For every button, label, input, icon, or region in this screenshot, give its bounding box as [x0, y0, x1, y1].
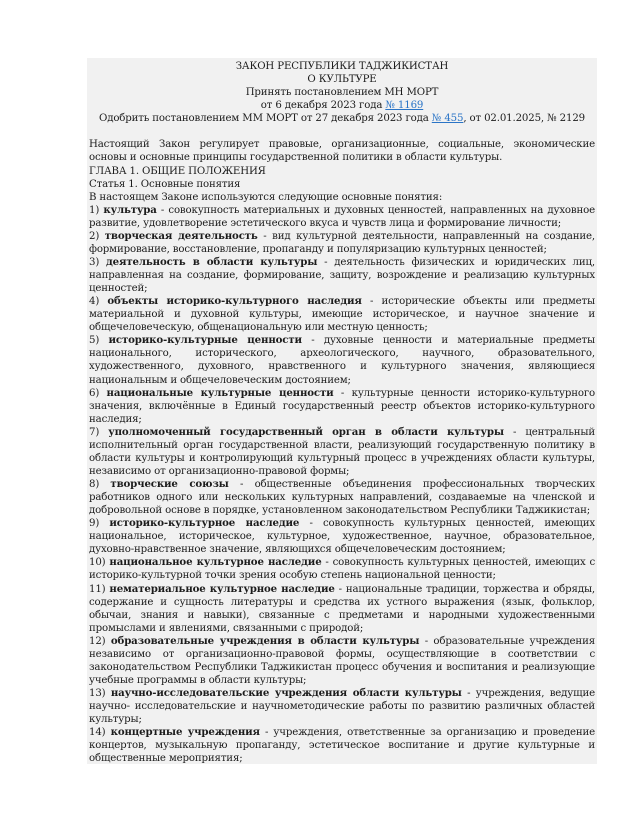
definition-number: 13)	[89, 688, 106, 699]
definition-item	[89, 387, 595, 426]
definition-number: 8)	[89, 479, 100, 490]
adoption-date-line	[89, 99, 595, 112]
definition-term: нематериальное культурное наследие	[109, 582, 335, 595]
definition-text: - национальные традиции, торжества и обряды, содержание и сущность литературы и средства их устного выражения (язык, фольклор, обычаи, знания и навыки), связанные с предметами и народными художественными промыслами и явлениями, связанными с природой;	[89, 583, 595, 634]
definition-text: - совокупность культурных ценностей, имеющих с историко-культурной точки зрения особую степень национальной ценности;	[89, 557, 595, 582]
definition-term: творческие союзы	[110, 478, 229, 490]
intro-paragraph: Настоящий Закон регулирует правовые, организационные, социальные, экономические основы и основные принципы государственной политики в области культуры.	[89, 139, 595, 164]
definition-item	[89, 583, 595, 635]
adoption-date-text: от 6 декабря 2023 года	[260, 100, 386, 112]
definitions-lead: В настоящем Законе используются следующие основные понятия:	[89, 191, 443, 203]
definition-item	[89, 517, 595, 556]
definition-item	[89, 334, 595, 386]
approval-suffix: , от 02.01.2025, № 2129	[463, 113, 585, 125]
definition-item	[89, 295, 595, 334]
spacer	[89, 125, 595, 138]
chapter-heading: ГЛАВА 1. ОБЩИЕ ПОЛОЖЕНИЯ	[89, 165, 266, 177]
definition-text: - учреждения, ведущие научно- исследовательские и научнометодические работы по развитию различных областей культуры;	[89, 688, 595, 726]
definition-item	[89, 230, 595, 256]
definition-item	[89, 204, 595, 230]
definition-text: - центральный исполнительный орган государственной власти, реализующий государственную политику в области культуры и контролирующий культурный процесс в учреждениях области культуры, независимо от организационно-правовой формы;	[89, 426, 595, 477]
definition-number: 12)	[89, 635, 106, 647]
definition-number: 11)	[89, 583, 106, 595]
definition-text: - духовные ценности и материальные предметы национального, исторического, археологического, научного, образовательного, художественного, духовного, нравственного и культурного значения, являющиеся национальным и общечеловеческим достоянием;	[89, 335, 595, 386]
definition-number: 7)	[89, 426, 100, 438]
definition-term: научно-исследовательские учреждения области культуры	[110, 687, 462, 699]
adoption-line: Принять постановлением МН МОРТ	[245, 87, 439, 99]
definition-text: - совокупность культурных ценностей, имеющих национальное, историческое, культурное, художественное, научное, образовательное, духовно-нравственное значение, являющихся общечеловеческим достоянием;	[89, 518, 595, 556]
law-title: ЗАКОН РЕСПУБЛИКИ ТАДЖИКИСТАН	[235, 61, 449, 72]
definition-term: историко-культурное наследие	[109, 517, 300, 530]
definition-number: 14)	[89, 727, 106, 739]
law-subject: О КУЛЬТУРЕ	[307, 74, 377, 86]
definition-item	[89, 635, 595, 687]
resolution-1169-link[interactable]: № 1169	[385, 100, 424, 112]
definition-term: культура	[103, 203, 157, 216]
definition-item	[89, 687, 595, 726]
definition-text: - деятельность физических и юридических лиц, направленная на создание, формирование, защиту, возрождение и реализацию культурных ценностей;	[89, 256, 596, 295]
definition-term: деятельность в области культуры	[106, 255, 318, 268]
definition-term: национальные культурные ценности	[106, 386, 334, 399]
definition-number: 9)	[89, 518, 100, 530]
definition-number: 6)	[89, 387, 100, 399]
definition-item	[89, 478, 595, 517]
definition-number: 1)	[89, 204, 100, 216]
definition-term: творческая деятельность	[104, 229, 258, 242]
article-heading: Статья 1. Основные понятия	[89, 178, 241, 190]
definition-text: - учреждения, ответственные за организацию и проведение концертов, музыкальную пропаганду, эстетическое воспитание и другие культурные и общественные мероприятия;	[89, 727, 595, 765]
definition-number: 2)	[89, 230, 100, 242]
definition-number: 3)	[89, 256, 100, 268]
definition-item	[89, 556, 595, 582]
definition-item	[89, 726, 595, 765]
definition-text: - общественные объединения профессиональных творческих работников одного или нескольких культурных направлений, создаваемые на членской и добровольной основе в порядке, установленном законодательством Республики Таджикистан;	[89, 479, 595, 517]
definition-text: - образовательные учреждения независимо от организационно-правовой формы, осуществляющие в соответствии с законодательством Республики Таджикистан процесс обучения и воспитания и реализующие учебные программы в области культуры;	[89, 635, 595, 686]
document-page	[87, 58, 597, 764]
definition-text: - вид культурной деятельности, направленный на создание, формирование, восстановление, пропаганду и популяризацию культурных ценностей;	[89, 230, 595, 255]
definition-term: образовательные учреждения в области культуры	[110, 634, 420, 647]
definition-term: концертные учреждения	[110, 726, 260, 739]
definition-term: уполномоченный государственный орган в области культуры	[108, 425, 504, 438]
resolution-455-link[interactable]: № 455	[431, 113, 464, 125]
approval-text: Одобрить постановлением ММ МОРТ от 27 декабря 2023 года	[99, 113, 432, 125]
definition-number: 4)	[89, 296, 100, 308]
definition-term: историко-культурные ценности	[108, 334, 302, 347]
approval-line	[89, 112, 595, 125]
definition-number: 5)	[89, 335, 100, 347]
definition-text: - исторические объекты или предметы материальной и духовной культуры, имеющие историческое, и научное значение и общечеловеческую, общенациональную или местную ценность;	[89, 296, 595, 334]
definitions-list	[89, 204, 595, 766]
definition-item	[89, 256, 595, 295]
definition-item	[89, 426, 595, 478]
definition-term: национальное культурное наследие	[109, 556, 322, 569]
definition-text: - совокупность материальных и духовных ценностей, направленных на духовное развитие, удовлетворение эстетического вкуса и чувств лица и формирование личности;	[89, 204, 595, 229]
definition-number: 10)	[89, 557, 106, 569]
definition-text: - культурные ценности историко-культурного значения, включённые в Единый государственный реестр объектов историко-культурного наследия;	[89, 387, 595, 425]
document-header	[89, 60, 595, 125]
definition-term: объекты историко-культурного наследия	[107, 295, 362, 308]
